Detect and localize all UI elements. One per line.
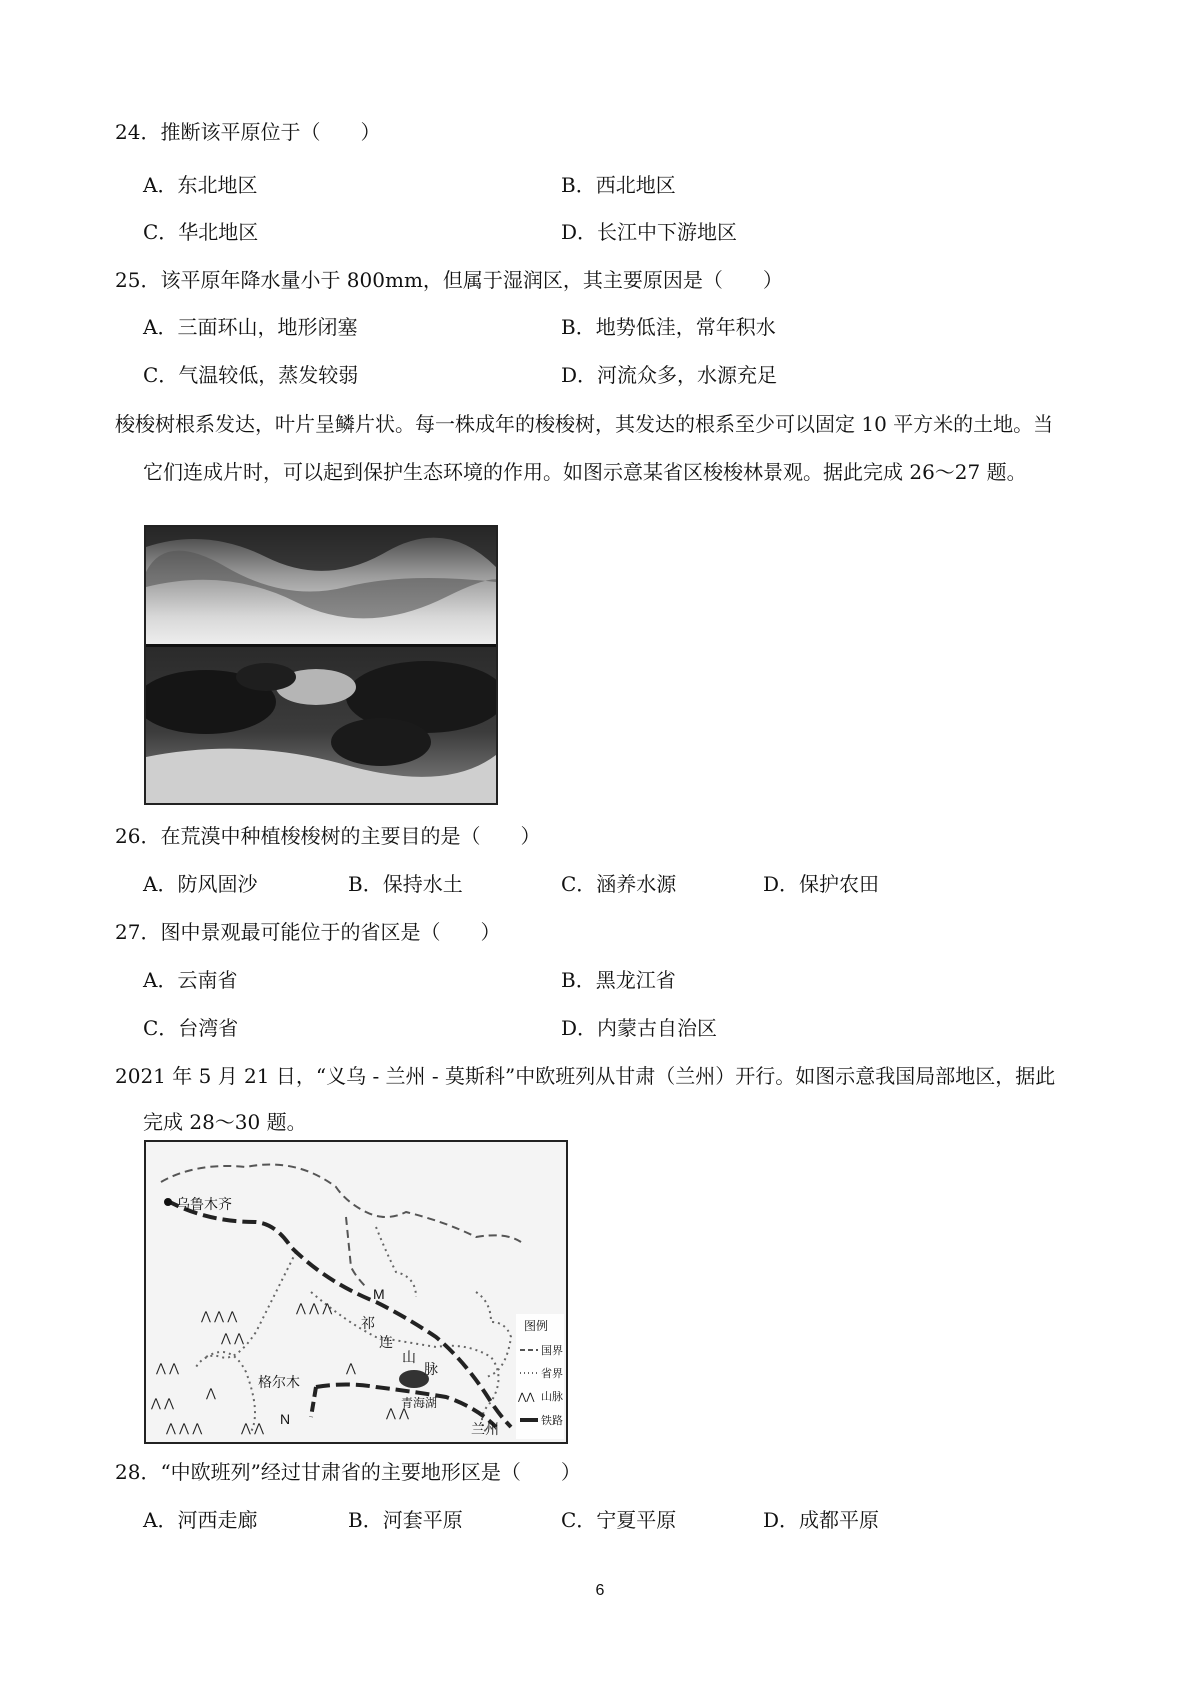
q26-stem: 26．在荒漠中种植梭梭树的主要目的是（ ）	[115, 824, 541, 848]
svg-text:⋀ ⋀: ⋀ ⋀	[156, 1361, 180, 1375]
q27-option-a: A．云南省	[143, 968, 238, 992]
legend-border-label: 国界	[541, 1345, 563, 1357]
q28-option-c: C．宁夏平原	[561, 1508, 677, 1532]
railway	[311, 1387, 316, 1417]
q25-option-c: C．气温较低，蒸发较弱	[143, 363, 359, 387]
svg-text:⋀: ⋀	[206, 1386, 216, 1400]
label-shan: 山	[402, 1349, 416, 1365]
svg-text:⋀ ⋀: ⋀ ⋀	[151, 1396, 175, 1410]
svg-text:⋀ ⋀ ⋀: ⋀ ⋀ ⋀	[201, 1309, 238, 1323]
legend-mountain-symbol: ⋀⋀	[518, 1392, 535, 1403]
svg-text:⋀: ⋀	[346, 1361, 356, 1375]
national-border	[346, 1217, 366, 1287]
saxaul-forest-photo	[144, 525, 498, 805]
q26-option-d: D．保护农田	[763, 872, 880, 896]
regional-map	[144, 1140, 568, 1444]
q26-option-a: A．防风固沙	[143, 872, 258, 896]
label-qi: 祁	[361, 1315, 375, 1331]
legend-railway-label: 铁路	[541, 1415, 563, 1427]
legend-province-label: 省界	[541, 1368, 563, 1380]
label-m: M	[373, 1286, 385, 1302]
q28-stem: 28．“中欧班列”经过甘肃省的主要地形区是（ ）	[115, 1460, 581, 1484]
passage2-line2: 完成 28～30 题。	[143, 1110, 307, 1134]
legend-mountain-label: 山脉	[541, 1391, 563, 1403]
map-drawing	[146, 1142, 566, 1442]
shrub	[236, 663, 296, 691]
shrub	[331, 718, 431, 766]
passage1-line1: 梭梭树根系发达，叶片呈鳞片状。每一株成年的梭梭树，其发达的根系至少可以固定 10 平方米的土地。当	[115, 412, 1054, 436]
label-mai: 脉	[424, 1361, 438, 1377]
map-legend	[516, 1314, 564, 1439]
svg-text:⋀ ⋀: ⋀ ⋀	[241, 1421, 265, 1435]
svg-text:⋀ ⋀ ⋀: ⋀ ⋀ ⋀	[166, 1421, 203, 1435]
q24-option-c: C．华北地区	[143, 220, 259, 244]
q28-option-a: A．河西走廊	[143, 1508, 258, 1532]
label-qinghai-lake: 青海湖	[401, 1396, 438, 1410]
q25-stem: 25．该平原年降水量小于 800mm，但属于湿润区，其主要原因是（ ）	[115, 268, 783, 292]
q25-option-b: B．地势低洼，常年积水	[561, 315, 776, 339]
svg-text:⋀ ⋀: ⋀ ⋀	[386, 1406, 410, 1420]
label-lanzhou: 兰州	[471, 1421, 499, 1437]
label-lian: 连	[379, 1334, 393, 1350]
q28-option-d: D．成都平原	[763, 1508, 880, 1532]
horizon	[146, 644, 496, 647]
q24-option-a: A．东北地区	[143, 173, 258, 197]
q25-option-a: A．三面环山，地形闭塞	[143, 315, 358, 339]
q24-option-b: B．西北地区	[561, 173, 676, 197]
urumqi-dot	[164, 1198, 172, 1206]
q27-stem: 27．图中景观最可能位于的省区是（ ）	[115, 920, 501, 944]
q27-option-c: C．台湾省	[143, 1016, 239, 1040]
page-number: 6	[595, 1582, 605, 1599]
q27-option-b: B．黑龙江省	[561, 968, 676, 992]
q24-option-d: D．长江中下游地区	[561, 220, 738, 244]
q24-stem: 24．推断该平原位于（ ）	[115, 120, 381, 144]
passage2-line1: 2021 年 5 月 21 日，“义乌 - 兰州 - 莫斯科”中欧班列从甘肃（兰州）开行。如图示意我国局部地区，据此	[115, 1064, 1056, 1088]
svg-text:⋀ ⋀: ⋀ ⋀	[221, 1331, 245, 1345]
provincial-border	[476, 1292, 511, 1377]
q26-option-b: B．保持水土	[348, 872, 463, 896]
label-urumqi: 乌鲁木齐	[176, 1196, 232, 1212]
q26-option-c: C．涵养水源	[561, 872, 677, 896]
q27-option-d: D．内蒙古自治区	[561, 1016, 718, 1040]
svg-text:⋀ ⋀ ⋀: ⋀ ⋀ ⋀	[296, 1301, 333, 1315]
q28-option-b: B．河套平原	[348, 1508, 463, 1532]
legend-title: 图例	[524, 1319, 549, 1333]
passage1-line2: 它们连成片时，可以起到保护生态环境的作用。如图示意某省区梭梭林景观。据此完成 26～27 题。	[143, 460, 1027, 484]
label-n: N	[280, 1411, 291, 1427]
q25-option-d: D．河流众多，水源充足	[561, 363, 778, 387]
label-golmud: 格尔木	[258, 1374, 300, 1390]
saxaul-forest-illustration	[146, 527, 496, 803]
